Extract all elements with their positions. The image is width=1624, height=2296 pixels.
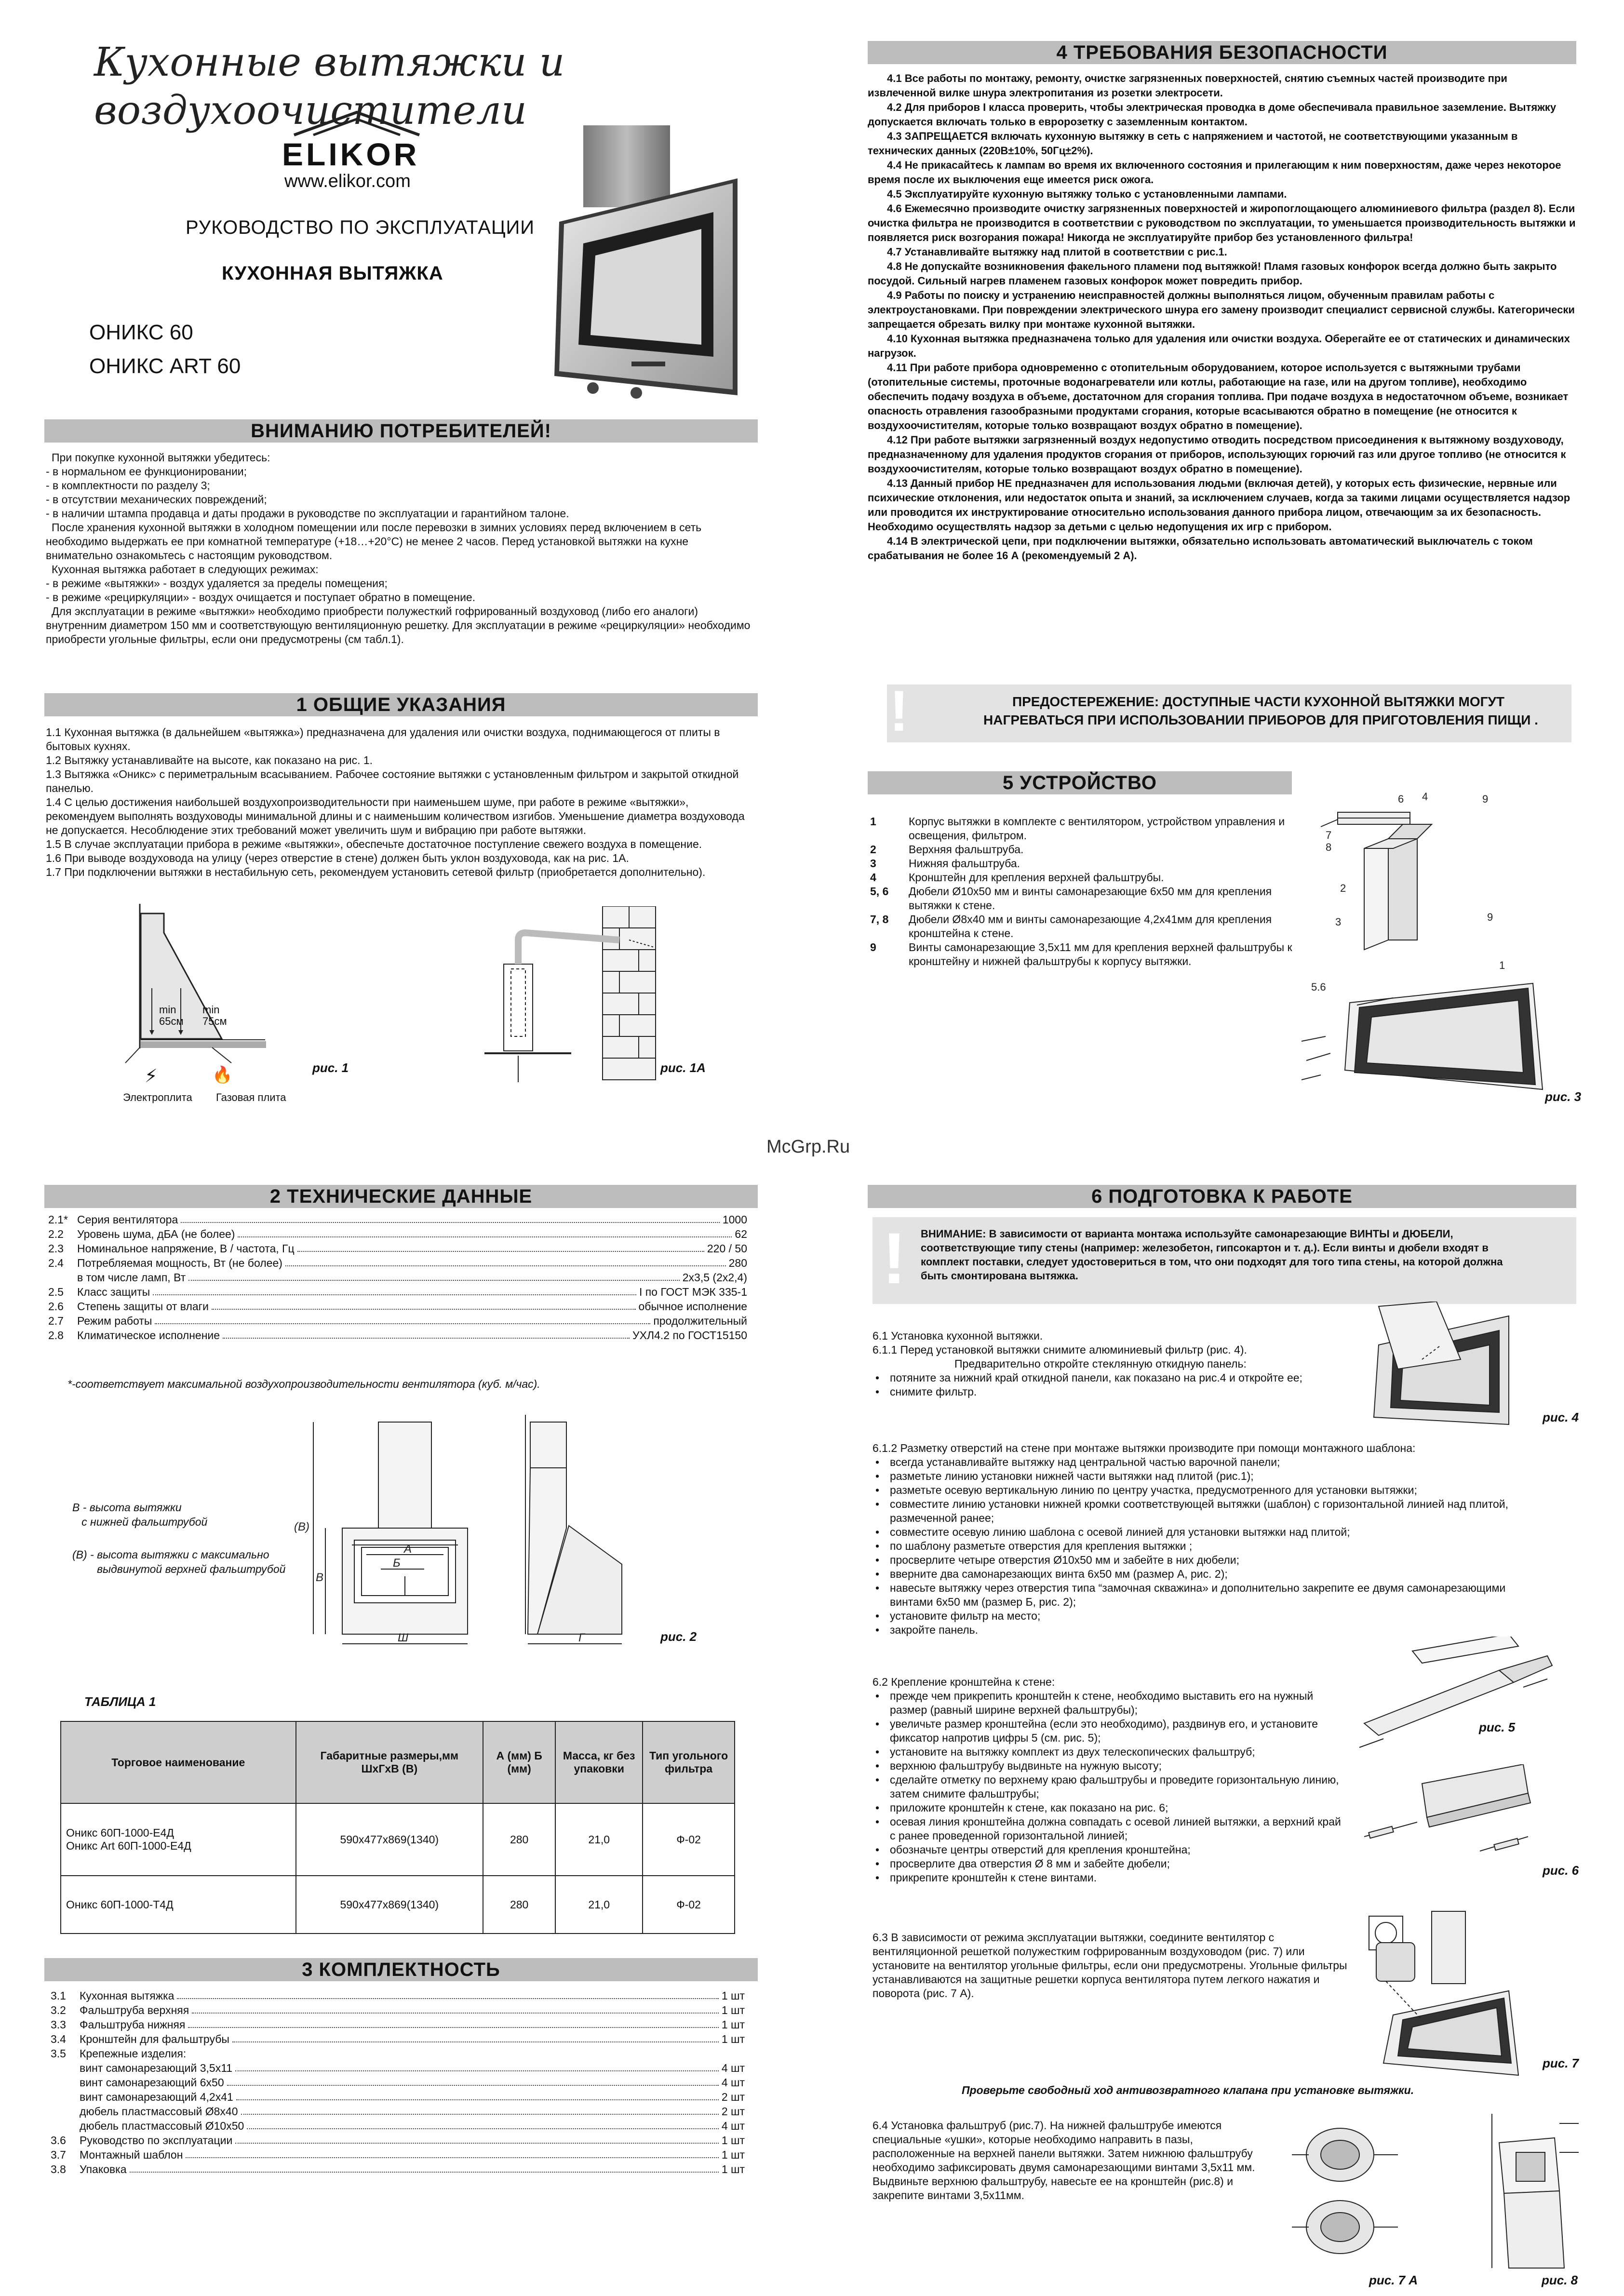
completeness-label: винт самонарезающий 3,5х11 [80, 2062, 233, 2074]
prep-612-bullet: • совместите линию установки нижней кромки соответствующей вытяжки (шаблон) с горизонтальной линией над плитой, размеченной ранее; [872, 1497, 1543, 1525]
completeness-qty: 1 шт [721, 1989, 745, 2002]
tech-row-num: 2.4 [48, 1257, 64, 1269]
device-item-key: 3 [870, 857, 876, 870]
fig4-caption: рис. 4 [1543, 1410, 1579, 1424]
completeness-num: 3.7 [51, 2148, 66, 2161]
general-item: 1.7 При подключении вытяжки в нестабильную сеть, рекомендуем установить сетевой фильтр (приобретается дополнительно). [46, 866, 706, 878]
general-heading: 1 ОБЩИЕ УКАЗАНИЯ [44, 693, 758, 716]
completeness-num: 3.6 [51, 2134, 66, 2147]
fig1-electric-label: Электроплита [123, 1091, 192, 1103]
safety-item: 4.13 Данный прибор НЕ предназначен для использования людьми (включая детей), у которых есть физические, нервные или психические отклонения, или недостаток опыта и знаний, за исключением случаев, когда за такими лицами осуществляется надзор или проводится их инструктирование относительно использования данного прибора лицом, отвечающим за их безопасность. Необходимо осуществлять надзор за детьми с целью недопущения их игр с прибором. [868, 477, 1570, 533]
completeness-row [51, 2162, 745, 2176]
prep-64 [872, 2119, 1258, 2202]
table1-header: Тип угольного фильтра [643, 1721, 735, 1803]
fig2-dim-label: Ш [398, 1631, 409, 1644]
figure-1a-duct-slope [475, 906, 658, 1085]
fig2-legend-2: (В) - высота вытяжки с максимально выдвинутой верхней фальштрубой [72, 1548, 286, 1575]
table1-cell: Оникс 60П-1000-Е4Д Оникс Art 60П-1000-Е4Д [61, 1803, 296, 1876]
attention-line: - в нормальном ее функционировании; [46, 465, 247, 478]
completeness-num [51, 2061, 80, 2075]
device-item-key: 5, 6 [870, 885, 889, 898]
safety-item: 4.9 Работы по поиску и устранению неисправностей должны выполняться лицом, обученным правилам работы с электроустановками. При повреждении электрического шнура его замену производит специалист сервисной службы. Категорически запрещается обрезать вилку при монтаже кухонной вытяжки. [868, 289, 1575, 330]
tech-row-value: I по ГОСТ МЭК 335-1 [639, 1286, 747, 1298]
website: www.elikor.com [284, 171, 411, 191]
fig3-label: 9 [1482, 793, 1489, 805]
tech-row-label: Номинальное напряжение, В / частота, Гц [77, 1242, 295, 1255]
prep-heading: 6 ПОДГОТОВКА К РАБОТЕ [868, 1185, 1576, 1208]
tech-row [48, 1285, 747, 1299]
table1-cell: 21,0 [555, 1803, 643, 1876]
completeness-label: Кронштейн для фальштрубы [80, 2033, 229, 2045]
completeness-row [51, 1988, 745, 2003]
tech-row-label: Климатическое исполнение [77, 1329, 220, 1342]
table1-header: Торговое наименование [61, 1721, 296, 1803]
completeness-num [51, 2119, 80, 2133]
prep-62-bullet: • прикрепите кронштейн к стене винтами. [872, 1871, 1345, 1885]
table1-cell: Ф-02 [643, 1876, 735, 1933]
tech-row-value: 62 [735, 1228, 747, 1240]
tech-row [48, 1314, 747, 1328]
fig7-caption: рис. 7 [1543, 2056, 1579, 2070]
figure-3-exploded-view [1292, 791, 1571, 1099]
completeness-num [51, 2104, 80, 2119]
tech-row [48, 1270, 747, 1285]
tech-row-label: Потребляемая мощность, Вт (не более) [77, 1257, 282, 1269]
prep-612-bullet: • совместите осевую линию шаблона с осевой линией для установки вытяжки над плитой; [872, 1525, 1543, 1539]
prep-611b: Предварительно откройте стеклянную откидную панель: [954, 1357, 1247, 1370]
prep-61 [872, 1329, 1369, 1399]
device-item-text: Дюбели Ø8х40 мм и винты самонарезающие 4,2х41мм для крепления кронштейна к стене. [909, 913, 1272, 940]
prep-notice-text: ВНИМАНИЕ: В зависимости от варианта монтажа используйте самонарезающие ВИНТЫ и ДЮБЕЛИ, соответствующие типу стены (например: железобетон, гипсокартон и т. д.). Если винты и дюбели входят в комплект поставки, следует удостовериться в том, что они подходят для того типа стены, на которой должна быть смонтирована вытяжка. [921, 1228, 1503, 1282]
completeness-row [51, 2017, 745, 2032]
tech-row-value: обычное исполнение [638, 1300, 747, 1313]
attention-line: - в наличии штампа продавца и даты продажи в руководстве по эксплуатации и гарантийном талоне. [46, 507, 569, 520]
completeness-rows [51, 1988, 745, 2176]
tech-row [48, 1299, 747, 1314]
completeness-label: Фальштруба нижняя [80, 2018, 186, 2031]
prep-612-bullet: • навесьте вытяжку через отверстия типа “замочная скважина» и дополнительно закрепите ее двумя самонарезающими винтами 6х50 мм (размер Б, рис. 2); [872, 1581, 1543, 1609]
fig6-caption: рис. 6 [1543, 1863, 1579, 1878]
exclamation-icon: ! [882, 1218, 906, 1299]
device-item-text: Корпус вытяжки в комплекте с вентилятором, устройством управления и освещения, фильтром. [909, 815, 1285, 842]
prep-61-title: 6.1 Установка кухонной вытяжки. [872, 1329, 1043, 1342]
attention-heading: ВНИМАНИЮ ПОТРЕБИТЕЛЕЙ! [44, 419, 758, 443]
prep-62-bullet: • увеличьте размер кронштейна (если это необходимо), раздвинув его, и установите фиксатор напротив цифры 5 (см. рис. 5); [872, 1717, 1345, 1745]
completeness-row [51, 2003, 745, 2017]
tech-row [48, 1328, 747, 1343]
fig2-legend-1: В - высота вытяжки с нижней фальштрубой [72, 1501, 208, 1528]
tech-row-num: 2.3 [48, 1242, 64, 1255]
completeness-qty: 4 шт [721, 2120, 745, 2132]
safety-item: 4.2 Для приборов I класса проверить, чтобы электрическая проводка в доме обеспечивала правильное заземление. Вытяжку допускается включать только в евророзетку с заземленным контактом. [868, 101, 1557, 128]
tech-row-num: 2.8 [48, 1329, 64, 1342]
manual-title: РУКОВОДСТВО ПО ЭКСПЛУАТАЦИИ [186, 217, 535, 238]
tech-row-value: УХЛ4.2 по ГОСТ15150 [632, 1329, 747, 1342]
prep-62-bullet: • приложите кронштейн к стене, как показано на рис. 6; [872, 1801, 1345, 1815]
model-oniks-60: ОНИКС 60 [89, 321, 193, 344]
prep-62-bullet: • установите на вытяжку комплект из двух телескопических фальштруб; [872, 1745, 1345, 1759]
general-item: 1.1 Кухонная вытяжка (в дальнейшем «вытяжка») предназначена для удаления или очистки воздуха, поднимающегося от плиты в бытовых кухнях. [46, 726, 720, 752]
fig1-min75: min 75см [202, 1004, 227, 1027]
prep-62-bullet: • обозначьте центры отверстий для крепления кронштейна; [872, 1843, 1345, 1857]
tech-rows [48, 1212, 747, 1343]
prep-63 [872, 1931, 1350, 2001]
warning-line-2: НАГРЕВАТЬСЯ ПРИ ИСПОЛЬЗОВАНИИ ПРИБОРОВ ДЛЯ ПРИГОТОВЛЕНИЯ ПИЩИ . [983, 712, 1538, 727]
general-item: 1.3 Вытяжка «Оникс» с периметральным всасыванием. Рабочее состояние вытяжки с установленным фильтром и закрытой откидной панелью. [46, 768, 739, 794]
tech-row-value: 2х3,5 (2х2,4) [682, 1271, 747, 1284]
table1-cell: 280 [483, 1803, 555, 1876]
general-text [46, 725, 754, 879]
prep-612 [872, 1441, 1543, 1637]
fig2-dim-label: Б [393, 1557, 401, 1570]
device-heading: 5 УСТРОЙСТВО [868, 771, 1292, 794]
fig3-label: 8 [1326, 841, 1332, 853]
completeness-num: 3.5 [51, 2047, 66, 2060]
tech-row-label: Класс защиты [77, 1286, 150, 1298]
attention-line: - в режиме «рециркуляции» - воздух очищается и поступает обратно в помещение. [46, 591, 476, 604]
completeness-label: Крепежные изделия: [80, 2047, 187, 2060]
prep-612-bullet: • по шаблону разметьте отверстия для крепления вытяжки ; [872, 1539, 1543, 1553]
safety-item: 4.6 Ежемесячно производите очистку загрязненных поверхностей и жиропоглощающего алюминиевого фильтра (раздел 8). Если очистка фильтра не производится в соответствии с руководством по эксплуатации, то уменьшается производительность вытяжки и появляется риск возгорания пожара! Никогда не эксплуатируйте прибор без установленного фильтра! [868, 202, 1576, 243]
device-item-key: 7, 8 [870, 913, 889, 926]
fig2-dim-label: В [316, 1571, 324, 1584]
completeness-label: Упаковка [80, 2163, 127, 2175]
device-parts-list [870, 815, 1294, 968]
prep-62-bullet: • сделайте отметку по верхнему краю фальштрубы и проведите горизонтальную линию, затем снимите фальштрубы; [872, 1773, 1345, 1801]
table1-cell: Ф-02 [643, 1803, 735, 1876]
table1 [60, 1721, 735, 1934]
fig8-caption: рис. 8 [1542, 2273, 1578, 2287]
safety-heading: 4 ТРЕБОВАНИЯ БЕЗОПАСНОСТИ [868, 41, 1576, 64]
completeness-num [51, 2075, 80, 2090]
tech-row [48, 1212, 747, 1227]
table1-title: ТАБЛИЦА 1 [84, 1694, 156, 1709]
completeness-label: дюбель пластмассовый Ø10х50 [80, 2120, 244, 2132]
prep-62-title: 6.2 Крепление кронштейна к стене: [872, 1676, 1055, 1688]
general-item: 1.6 При выводе воздуховода на улицу (через отверстие в стене) должен быть уклон воздуховода, как на рис. 1А. [46, 852, 629, 864]
safety-item: 4.10 Кухонная вытяжка предназначена только для удаления или очистки воздуха. Оберегайте ее от статических и динамических нагрузок. [868, 333, 1570, 359]
general-item: 1.2 Вытяжку устанавливайте на высоте, как показано на рис. 1. [46, 754, 373, 766]
figure-4-remove-filter [1364, 1302, 1528, 1427]
table1-cell: 590х477х869(1340) [296, 1876, 483, 1933]
fig2-dim-label: (В) [294, 1520, 309, 1533]
fig5-caption: рис. 5 [1479, 1720, 1516, 1734]
safety-item: 4.8 Не допускайте возникновения факельного пламени под вытяжкой! Пламя газовых конфорок всегда должно быть закрыто посудой. Сильный нагрев пламенем газовых конфорок может повредить прибор. [868, 260, 1557, 287]
completeness-qty: 1 шт [721, 2163, 745, 2175]
prep-612-bullet: • разметьте осевую вертикальную линию по центру участка, предусмотренного для установки вытяжки; [872, 1483, 1543, 1497]
device-item-text: Верхняя фальштруба. [909, 843, 1024, 856]
fig3-label: 9 [1487, 911, 1493, 923]
completeness-num: 3.8 [51, 2163, 66, 2175]
prep-62-bullet: • осевая линия кронштейна должна совпадать с осевой линией вытяжки, а верхний край с ранее проведенной горизонтальной линией; [872, 1815, 1345, 1843]
warning-line-1: ПРЕДОСТЕРЕЖЕНИЕ: ДОСТУПНЫЕ ЧАСТИ КУХОННОЙ ВЫТЯЖКИ МОГУТ [1012, 694, 1505, 709]
tech-row-value: 1000 [722, 1213, 747, 1226]
attention-line: При покупке кухонной вытяжки убедитесь: [52, 451, 270, 464]
tech-row-value: 280 [728, 1257, 747, 1269]
safety-item: 4.3 ЗАПРЕЩАЕТСЯ включать кухонную вытяжку в сеть с напряжением и частотой, не соответствующими указанным в технических данных (220В±10%, 50Гц±2%). [868, 130, 1518, 157]
completeness-row [51, 2046, 745, 2061]
tech-row-value: продолжительный [653, 1315, 747, 1327]
figure-6-bracket-to-wall [1364, 1764, 1547, 1880]
safety-item: 4.11 При работе прибора одновременно с отопительным оборудованием, которое используется с вытяжными трубами (отопительные системы, проточные водонагреватели или котлы, работающие на газе, или на другом топливе), необходимо обеспечить подачу воздуха в объеме, достаточном для сгорания топлива. При подаче воздуха в недостаточном объеме, возникает опасность отравления газообразными продуктами сгорания, которые всасываются обратно в помещение (не относится к воздухоочистителям, которые только возвращают воздух обратно в помещение). [868, 362, 1569, 431]
completeness-num: 3.3 [51, 2018, 66, 2031]
prep-611: 6.1.1 Перед установкой вытяжки снимите алюминиевый фильтр (рис. 4). [872, 1343, 1247, 1356]
table1-header: Габаритные размеры,мм ШхГхВ (В) [296, 1721, 483, 1803]
attention-line: - в режиме «вытяжки» - воздух удаляется за пределы помещения; [46, 577, 388, 590]
completeness-num: 3.4 [51, 2033, 66, 2045]
fig3-label: 5.6 [1311, 981, 1326, 993]
fig1a-caption: рис. 1А [660, 1061, 706, 1075]
completeness-label: Фальштруба верхняя [80, 2004, 189, 2016]
safety-text [868, 71, 1576, 563]
completeness-qty: 1 шт [721, 2134, 745, 2147]
fig3-label: 3 [1335, 916, 1342, 928]
hood-product-image [511, 125, 781, 400]
safety-item: 4.7 Устанавливайте вытяжку над плитой в соответствии с рис.1. [887, 246, 1227, 258]
completeness-label: Монтажный шаблон [80, 2148, 183, 2161]
tech-row-num [48, 1270, 77, 1285]
completeness-num: 3.1 [51, 1989, 66, 2002]
fig1-caption: рис. 1 [312, 1061, 349, 1075]
completeness-row [51, 2148, 745, 2162]
fig3-label: 2 [1340, 882, 1346, 894]
figure-7-duct-connect [1364, 1909, 1538, 2078]
watermark: McGrp.Ru [766, 1137, 850, 1157]
prep-62-bullet: • просверлите два отверстия Ø 8 мм и забейте дюбели; [872, 1857, 1345, 1871]
general-item: 1.4 С целью достижения наибольшей воздухопроизводительности при наименьшем шуме, при работе в режиме «вытяжки», рекомендуем выполнять воздуховоды минимальной длины и с наименьшим количеством изгибов. Уменьшение диаметра воздуховода не допускается. Несоблюдение этих требований может увеличить шум и вибрацию при работе вытяжки. [46, 796, 745, 836]
prep-612-title: 6.1.2 Разметку отверстий на стене при монтаже вытяжки производите при помощи монтажного шаблона: [872, 1442, 1416, 1454]
completeness-row [51, 2119, 745, 2133]
completeness-row [51, 2061, 745, 2075]
table1-cell: 280 [483, 1876, 555, 1933]
fig2-dim-label: А [404, 1543, 412, 1556]
device-item-text: Нижняя фальштруба. [909, 857, 1020, 870]
valve-note: Проверьте свободный ход антивозвратного клапана при установке вытяжки. [962, 2084, 1414, 2096]
attention-line: - в комплектности по разделу 3; [46, 479, 210, 492]
completeness-label: дюбель пластмассовый Ø8х40 [80, 2105, 238, 2118]
prep-612-bullet: • установите фильтр на место; [872, 1609, 1543, 1623]
completeness-label: Кухонная вытяжка [80, 1989, 174, 2002]
completeness-row [51, 2104, 745, 2119]
device-item-text: Винты самонарезающие 3,5х11 мм для крепления верхней фальштрубы к кронштейну и нижней фальштрубы к корпусу вытяжки. [909, 941, 1292, 967]
brand-logo: ELIKOR [282, 136, 420, 172]
completeness-label: Руководство по эксплуатации [80, 2134, 233, 2147]
device-item-key: 2 [870, 843, 876, 856]
device-item-text: Кронштейн для крепления верхней фальштрубы. [909, 871, 1164, 884]
fig3-label: 4 [1422, 791, 1428, 803]
table-row [61, 1876, 735, 1933]
completeness-num [51, 2090, 80, 2104]
tech-row-num: 2.2 [48, 1228, 64, 1240]
tech-row-label: Серия вентилятора [77, 1213, 178, 1226]
completeness-qty: 1 шт [721, 2033, 745, 2045]
table1-cell: 21,0 [555, 1876, 643, 1933]
tech-row [48, 1227, 747, 1241]
tech-heading: 2 ТЕХНИЧЕСКИЕ ДАННЫЕ [44, 1185, 758, 1208]
figure-7a-carbon-filters [1282, 2116, 1417, 2275]
safety-item: 4.5 Эксплуатируйте кухонную вытяжку только с установленными лампами. [887, 188, 1287, 200]
fig3-label: 7 [1326, 829, 1332, 841]
table1-header: Масса, кг без упаковки [555, 1721, 643, 1803]
fig3-caption: рис. 3 [1545, 1089, 1582, 1104]
elikor-logo-roof [284, 108, 429, 137]
safety-item: 4.14 В электрической цепи, при подключении вытяжки, обязательно использовать автоматический выключатель с током срабатывания не более 16 А (рекомендуемый 2 А). [868, 535, 1533, 562]
completeness-row [51, 2032, 745, 2046]
figure-1-install-height [111, 904, 284, 1073]
device-item-key: 1 [870, 815, 876, 828]
tech-row-label: Режим работы [77, 1315, 152, 1327]
fig2-caption: рис. 2 [660, 1629, 697, 1644]
prep-64-text: 6.4 Установка фальштруб (рис.7). На нижней фальштрубе имеются специальные «ушки», которые необходимо направить в пазы, расположенные на верхней панели вытяжки. Затем нижнюю фальштрубу необходимо зафиксировать двумя самонарезающими винтами 3,5х11 мм. Выдвиньте верхнюю фальштрубу, навесьте ее на кронштейн (рис.8) и закрепите винтами 3,5х11мм. [872, 2119, 1255, 2202]
attention-line: Для эксплуатации в режиме «вытяжки» необходимо приобрести полужесткий гофрированный воздуховод (либо его аналоги) внутренним диаметром 150 мм и соответствующую вентиляционную решетку. Для эксплуатации в режиме «рециркуляции» необходимо приобрести угольные фильтры, если они предусмотрены (см табл.1). [46, 605, 751, 645]
prep-612-bullet: • закройте панель. [872, 1623, 1543, 1637]
prep-612-bullet: • разметьте линию установки нижней части вытяжки над плитой (рис.1); [872, 1469, 1543, 1483]
exclamation-icon: ! [889, 679, 909, 743]
tech-row [48, 1256, 747, 1270]
table1-cell: 590х477х869(1340) [296, 1803, 483, 1876]
completeness-heading: 3 КОМПЛЕКТНОСТЬ [44, 1958, 758, 1981]
tech-row-num: 2.1* [48, 1213, 68, 1226]
completeness-qty: 1 шт [721, 2018, 745, 2031]
completeness-qty: 4 шт [721, 2076, 745, 2089]
model-oniks-art-60: ОНИКС ART 60 [89, 354, 241, 378]
attention-line: Кухонная вытяжка работает в следующих режимах: [52, 563, 319, 576]
device-item-key: 4 [870, 871, 876, 884]
tech-row-label: в том числе ламп, Вт [77, 1271, 186, 1284]
flame-icon: 🔥 [212, 1066, 233, 1084]
prep-612-bullet: • всегда устанавливайте вытяжку над центральной частью варочной панели; [872, 1455, 1543, 1469]
tech-footnote: *-соответствует максимальной воздухопроизводительности вентилятора (куб. м/час). [67, 1378, 540, 1390]
tech-row-num: 2.5 [48, 1286, 64, 1298]
completeness-qty: 2 шт [721, 2091, 745, 2103]
figure-5-bracket [1355, 1637, 1557, 1752]
completeness-qty: 2 шт [721, 2105, 745, 2118]
tech-row-value: 220 / 50 [707, 1242, 747, 1255]
attention-line: - в отсутствии механических повреждений; [46, 493, 267, 506]
device-item-text: Дюбели Ø10х50 мм и винты самонарезающие 6х50 мм для крепления вытяжки к стене. [909, 885, 1272, 912]
prep-62-bullet: • верхнюю фальштрубу выдвиньте на нужную высоту; [872, 1759, 1345, 1773]
attention-text [46, 451, 754, 646]
figure-2-dimensions [284, 1415, 699, 1656]
prep-62 [872, 1675, 1345, 1885]
completeness-num: 3.2 [51, 2004, 66, 2016]
completeness-row [51, 2090, 745, 2104]
tech-row-label: Уровень шума, дБА (не более) [77, 1228, 235, 1240]
tech-row-num: 2.6 [48, 1300, 64, 1313]
completeness-qty: 1 шт [721, 2004, 745, 2016]
table1-cell: Оникс 60П-1000-Т4Д [61, 1876, 296, 1933]
fig1-min65: min 65см [159, 1004, 184, 1027]
tech-row-num: 2.7 [48, 1315, 64, 1327]
prep-63-text: 6.3 В зависимости от режима эксплуатации вытяжки, соедините вентилятор с вентиляционной решеткой полужестким гофрированным воздуховодом (рис. 7) или установите на вентилятор угольные фильтры, если они предусмотрены. Угольные фильтры устанавливаются на защитные решетки корпуса вентилятора путем легкого нажатия и поворота (рис. 7 А). [872, 1931, 1347, 2000]
prep-612-bullet: • вверните два самонарезающих винта 6х50 мм (размер А, рис. 2); [872, 1567, 1543, 1581]
completeness-label: винт самонарезающий 6х50 [80, 2076, 224, 2089]
prep-612-bullet: • просверлите четыре отверстия Ø10х50 мм и забейте в них дюбели; [872, 1553, 1543, 1567]
attention-line: После хранения кухонной вытяжки в холодном помещении или после перевозки в зимних условиях перед включением в сеть необходимо выдержать ее при комнатной температуре (+18…+20°С) не менее 2 часов. Перед установкой вытяжки на кухне внимательно ознакомьтесь с настоящим руководством. [46, 521, 702, 562]
tech-row [48, 1241, 747, 1256]
fig3-label: 1 [1499, 959, 1505, 971]
prep-611-bullet: • потяните за нижний край откидной панели, как показано на рис.4 и откройте ее; [872, 1371, 1369, 1385]
safety-item: 4.1 Все работы по монтажу, ремонту, очистке загрязненных поверхностей, снятию съемных частей производите при извлеченной вилке шнура электропитания из розетки электросети. [868, 72, 1507, 99]
prep-611-bullet: • снимите фильтр. [872, 1385, 1369, 1399]
product-type: КУХОННАЯ ВЫТЯЖКА [222, 263, 443, 284]
tech-row-label: Степень защиты от влаги [77, 1300, 209, 1313]
fig3-label: 6 [1398, 793, 1404, 805]
completeness-row [51, 2133, 745, 2148]
fig7a-caption: рис. 7 А [1369, 2273, 1418, 2287]
safety-item: 4.12 При работе вытяжки загрязненный воздух недопустимо отводить посредством присоединения к вытяжному воздуховоду, предназначенному для удаления продуктов сгорания от приборов, использующих горючий газ или другое топливо (не относится к воздухоочистителям, которые только возвращают воздух обратно в помещение). [868, 434, 1566, 475]
device-item-key: 9 [870, 941, 876, 953]
completeness-qty: 1 шт [721, 2148, 745, 2161]
fig2-dim-label: Г [578, 1631, 585, 1644]
completeness-qty: 4 шт [721, 2062, 745, 2074]
fig1-gas-label: Газовая плита [216, 1091, 286, 1103]
prep-62-bullet: • прежде чем прикрепить кронштейн к стене, необходимо выставить его на нужный размер (равный ширине верхней фальштрубы); [872, 1689, 1345, 1717]
completeness-label: винт самонарезающий 4,2х41 [80, 2091, 233, 2103]
completeness-row [51, 2075, 745, 2090]
lightning-icon: ⚡ [145, 1066, 158, 1087]
figure-8-upper-duct [1463, 2114, 1584, 2273]
general-item: 1.5 В случае эксплуатации прибора в режиме «вытяжки», обеспечьте достаточное поступление свежего воздуха в помещение. [46, 838, 702, 850]
table-row [61, 1803, 735, 1876]
safety-item: 4.4 Не прикасайтесь к лампам во время их включенного состояния и прилегающим к ним поверхностям, даже через некоторое время после их выключения еще имеется риск ожога. [868, 159, 1561, 186]
table1-header: А (мм) Б (мм) [483, 1721, 555, 1803]
script-title: Кухонные вытяжки и воздухоочистители [94, 40, 565, 134]
